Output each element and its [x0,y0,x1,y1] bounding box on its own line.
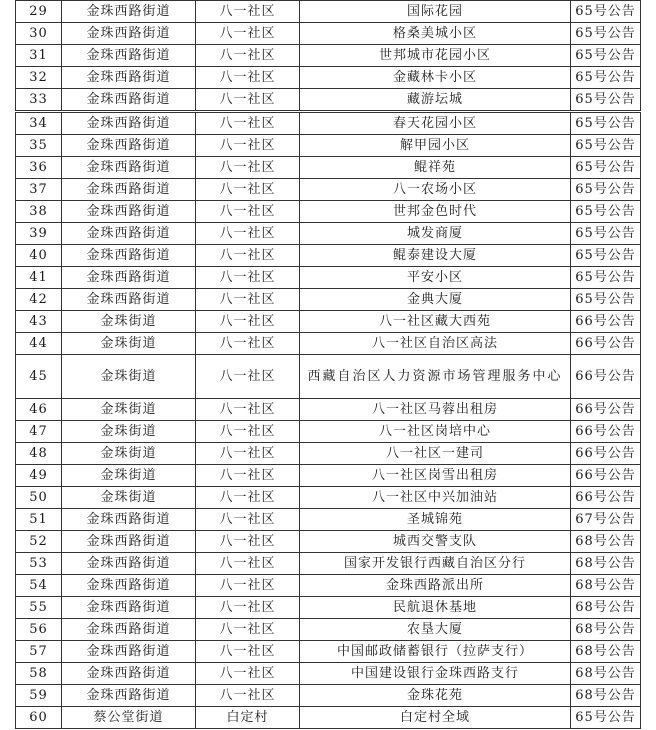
table-row [16,619,641,641]
cell-notice: 66号公告 [571,333,641,355]
table-row [16,509,641,531]
cell-community: 八一社区 [196,112,300,135]
cell-community: 八一社区 [196,1,300,23]
cell-notice: 65号公告 [571,245,641,267]
cell-number: 51 [16,509,62,531]
table-row [16,333,641,355]
cell-community: 八一社区 [196,89,300,112]
cell-notice: 66号公告 [571,355,641,399]
cell-place: 圣城锦苑 [300,509,571,531]
cell-notice: 66号公告 [571,465,641,487]
cell-street: 金珠西路街道 [62,597,196,619]
cell-community: 八一社区 [196,685,300,707]
cell-community: 八一社区 [196,67,300,89]
cell-street: 金珠西路街道 [62,67,196,89]
cell-street: 金珠街道 [62,421,196,443]
cell-notice: 65号公告 [571,1,641,23]
cell-street: 金珠街道 [62,311,196,333]
cell-notice: 65号公告 [571,67,641,89]
cell-number: 35 [16,135,62,157]
cell-notice: 65号公告 [571,112,641,135]
cell-notice: 65号公告 [571,179,641,201]
cell-street: 金珠西路街道 [62,45,196,67]
cell-community: 八一社区 [196,201,300,223]
table-row [16,553,641,575]
table-row [16,663,641,685]
cell-number: 54 [16,575,62,597]
cell-community: 白定村 [196,707,300,729]
table-row [16,157,641,179]
cell-place: 八一农场小区 [300,179,571,201]
cell-number: 52 [16,531,62,553]
cell-street: 金珠西路街道 [62,663,196,685]
cell-community: 八一社区 [196,465,300,487]
cell-community: 八一社区 [196,575,300,597]
cell-street: 金珠西路街道 [62,289,196,311]
cell-community: 八一社区 [196,45,300,67]
cell-number: 59 [16,685,62,707]
cell-number: 56 [16,619,62,641]
table-row [16,311,641,333]
cell-notice: 65号公告 [571,157,641,179]
table-row [16,465,641,487]
cell-place: 城发商厦 [300,223,571,245]
cell-number: 60 [16,707,62,729]
cell-place: 农垦大厦 [300,619,571,641]
cell-street: 蔡公堂街道 [62,707,196,729]
cell-community: 八一社区 [196,245,300,267]
table-row [16,223,641,245]
cell-number: 53 [16,553,62,575]
cell-number: 37 [16,179,62,201]
cell-number: 57 [16,641,62,663]
cell-place: 金珠花苑 [300,685,571,707]
cell-street: 金珠街道 [62,443,196,465]
cell-place: 春天花园小区 [300,112,571,135]
cell-notice: 68号公告 [571,553,641,575]
cell-notice: 68号公告 [571,685,641,707]
cell-notice: 66号公告 [571,399,641,421]
cell-notice: 65号公告 [571,223,641,245]
cell-community: 八一社区 [196,531,300,553]
table-row [16,443,641,465]
cell-street: 金珠西路街道 [62,531,196,553]
cell-community: 八一社区 [196,399,300,421]
cell-community: 八一社区 [196,443,300,465]
cell-number: 32 [16,67,62,89]
cell-place: 白定村全域 [300,707,571,729]
cell-community: 八一社区 [196,553,300,575]
table-row [16,112,641,135]
cell-street: 金珠西路街道 [62,223,196,245]
cell-notice: 68号公告 [571,597,641,619]
cell-number: 55 [16,597,62,619]
cell-community: 八一社区 [196,421,300,443]
cell-community: 八一社区 [196,289,300,311]
cell-community: 八一社区 [196,311,300,333]
cell-notice: 68号公告 [571,641,641,663]
cell-community: 八一社区 [196,179,300,201]
cell-community: 八一社区 [196,509,300,531]
cell-notice: 68号公告 [571,531,641,553]
cell-notice: 68号公告 [571,619,641,641]
cell-place: 藏游坛城 [300,89,571,112]
cell-number: 39 [16,223,62,245]
cell-community: 八一社区 [196,641,300,663]
cell-community: 八一社区 [196,135,300,157]
cell-community: 八一社区 [196,333,300,355]
cell-number: 34 [16,112,62,135]
table-row [16,487,641,509]
cell-street: 金珠西路街道 [62,553,196,575]
cell-notice: 66号公告 [571,311,641,333]
cell-notice: 65号公告 [571,707,641,729]
cell-number: 31 [16,45,62,67]
cell-number: 47 [16,421,62,443]
cell-street: 金珠街道 [62,333,196,355]
cell-place: 八一社区岗培中心 [300,421,571,443]
cell-street: 金珠街道 [62,465,196,487]
cell-place: 平安小区 [300,267,571,289]
cell-place: 八一社区一建司 [300,443,571,465]
cell-notice: 65号公告 [571,135,641,157]
cell-community: 八一社区 [196,223,300,245]
cell-notice: 65号公告 [571,201,641,223]
table-row [16,685,641,707]
table-row [16,707,641,729]
cell-place: 国际花园 [300,1,571,23]
cell-number: 40 [16,245,62,267]
document-page [15,0,640,729]
cell-number: 49 [16,465,62,487]
cell-number: 33 [16,89,62,112]
cell-notice: 65号公告 [571,45,641,67]
cell-number: 36 [16,157,62,179]
community-table [15,0,641,729]
cell-street: 金珠西路街道 [62,685,196,707]
cell-place: 金珠西路派出所 [300,575,571,597]
cell-place: 世邦城市花园小区 [300,45,571,67]
cell-number: 46 [16,399,62,421]
cell-notice: 65号公告 [571,267,641,289]
table-row [16,89,641,112]
table-row [16,1,641,23]
table-row [16,399,641,421]
cell-number: 44 [16,333,62,355]
cell-place: 西藏自治区人力资源市场管理服务中心 [300,355,571,399]
cell-place: 八一社区藏大西苑 [300,311,571,333]
cell-community: 八一社区 [196,157,300,179]
table-row [16,179,641,201]
cell-place: 中国建设银行金珠西路支行 [300,663,571,685]
table-row [16,245,641,267]
cell-place: 城西交警支队 [300,531,571,553]
cell-place: 八一社区马蓉出租房 [300,399,571,421]
table-row [16,641,641,663]
cell-number: 30 [16,23,62,45]
cell-number: 41 [16,267,62,289]
cell-street: 金珠西路街道 [62,575,196,597]
cell-place: 八一社区岗雪出租房 [300,465,571,487]
cell-street: 金珠西路街道 [62,179,196,201]
cell-place: 国家开发银行西藏自治区分行 [300,553,571,575]
cell-street: 金珠西路街道 [62,23,196,45]
cell-number: 43 [16,311,62,333]
cell-notice: 66号公告 [571,443,641,465]
table-body [16,1,641,729]
cell-notice: 68号公告 [571,575,641,597]
cell-place: 金典大厦 [300,289,571,311]
cell-place: 中国邮政储蓄银行（拉萨支行） [300,641,571,663]
cell-number: 45 [16,355,62,399]
cell-community: 八一社区 [196,355,300,399]
cell-community: 八一社区 [196,23,300,45]
cell-number: 38 [16,201,62,223]
table-row [16,531,641,553]
cell-street: 金珠西路街道 [62,201,196,223]
cell-street: 金珠西路街道 [62,267,196,289]
table-row [16,355,641,399]
cell-community: 八一社区 [196,487,300,509]
cell-number: 58 [16,663,62,685]
table-row [16,575,641,597]
cell-street: 金珠街道 [62,355,196,399]
table-row [16,267,641,289]
cell-street: 金珠街道 [62,487,196,509]
cell-notice: 66号公告 [571,421,641,443]
cell-place: 八一社区中兴加油站 [300,487,571,509]
table-row [16,45,641,67]
cell-place: 鲲泰建设大厦 [300,245,571,267]
cell-community: 八一社区 [196,267,300,289]
cell-community: 八一社区 [196,619,300,641]
cell-place: 民航退休基地 [300,597,571,619]
cell-number: 48 [16,443,62,465]
table-row [16,67,641,89]
cell-notice: 65号公告 [571,89,641,112]
cell-place: 鲲祥苑 [300,157,571,179]
cell-street: 金珠西路街道 [62,1,196,23]
table-row [16,201,641,223]
cell-place: 解甲园小区 [300,135,571,157]
cell-place: 八一社区自治区高法 [300,333,571,355]
cell-place: 格桑美城小区 [300,23,571,45]
cell-notice: 65号公告 [571,289,641,311]
cell-number: 50 [16,487,62,509]
cell-notice: 65号公告 [571,23,641,45]
cell-place: 世邦金色时代 [300,201,571,223]
cell-community: 八一社区 [196,663,300,685]
table-row [16,23,641,45]
cell-street: 金珠西路街道 [62,509,196,531]
cell-street: 金珠西路街道 [62,245,196,267]
cell-street: 金珠街道 [62,399,196,421]
cell-notice: 66号公告 [571,487,641,509]
cell-notice: 68号公告 [571,663,641,685]
cell-place: 金藏林卡小区 [300,67,571,89]
table-row [16,421,641,443]
cell-number: 29 [16,1,62,23]
cell-street: 金珠西路街道 [62,157,196,179]
table-row [16,597,641,619]
cell-street: 金珠西路街道 [62,641,196,663]
cell-notice: 67号公告 [571,509,641,531]
cell-street: 金珠西路街道 [62,89,196,112]
table-row [16,289,641,311]
cell-street: 金珠西路街道 [62,135,196,157]
table-row [16,135,641,157]
cell-number: 42 [16,289,62,311]
cell-street: 金珠西路街道 [62,619,196,641]
cell-community: 八一社区 [196,597,300,619]
cell-street: 金珠西路街道 [62,112,196,135]
